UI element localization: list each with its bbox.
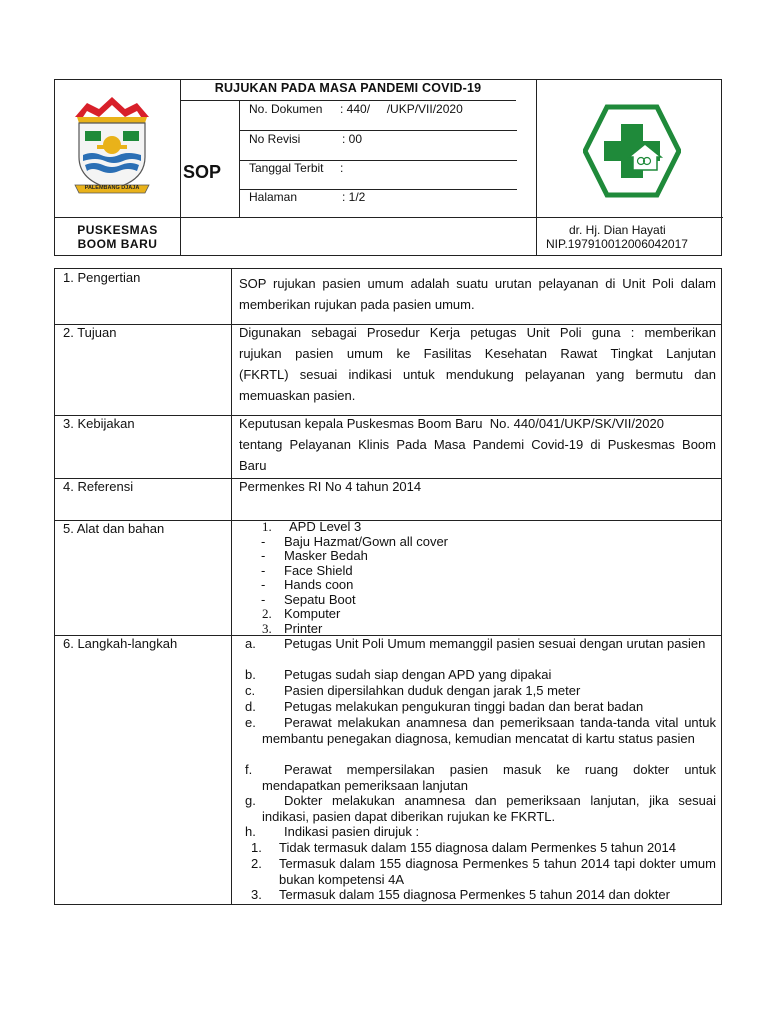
langkah-sub-step-text: Tidak termasuk dalam 155 diagnosa dalam Permenkes 5 tahun 2014 bbox=[279, 840, 676, 855]
langkah-step-marker: c. bbox=[245, 683, 256, 698]
tujuan-line-1: Digunakan sebagai Prosedur Kerja petugas Unit Poli guna : memberikan bbox=[239, 325, 716, 340]
referensi-text: Permenkes RI No 4 tahun 2014 bbox=[239, 479, 422, 494]
langkah-sub-step-text: Termasuk dalam 155 diagnosa Permenkes 5 tahun 2014 dan dokter bbox=[279, 887, 670, 902]
tujuan-line-3: (FKRTL) sesuai indikasi untuk mendukung pelayanan yang bermutu dan bbox=[239, 367, 716, 382]
palembang-emblem-logo bbox=[67, 93, 157, 199]
section-label-pengertian: 1. Pengertian bbox=[63, 270, 141, 285]
langkah-step bbox=[245, 715, 716, 746]
alat-item-marker: - bbox=[261, 591, 266, 607]
alat-item-text: Face Shield bbox=[284, 562, 353, 578]
kebijakan-line-3: Baru bbox=[239, 458, 267, 473]
langkah-step-marker: a. bbox=[245, 636, 256, 651]
langkah-step bbox=[245, 824, 716, 840]
langkah-sub-step bbox=[251, 887, 716, 903]
alat-item-marker: 3. bbox=[262, 620, 272, 636]
field-label-no-revisi: No Revisi bbox=[249, 132, 301, 146]
alat-item-text: Komputer bbox=[284, 606, 341, 621]
langkah-step bbox=[245, 667, 716, 683]
pengertian-line-1: SOP rujukan pasien umum adalah suatu urutan pelayanan di Unit Poli dalam bbox=[239, 276, 716, 291]
section-label-kebijakan: 3. Kebijakan bbox=[63, 416, 135, 431]
langkah-step-marker: g. bbox=[245, 793, 256, 808]
sop-content-table bbox=[54, 268, 722, 905]
tujuan-line-4: memuaskan pasien. bbox=[239, 388, 356, 403]
langkah-sub-step-marker: 1. bbox=[251, 840, 262, 855]
langkah-step-text: Indikasi pasien dirujuk : bbox=[284, 824, 420, 839]
sop-label: SOP bbox=[183, 162, 222, 182]
alat-item-text: Sepatu Boot bbox=[284, 591, 356, 607]
kebijakan-line-2: tentang Pelayanan Klinis Pada Masa Pandemi Covid-19 di Puskesmas Boom bbox=[239, 437, 716, 452]
field-value-no-revisi: : 00 bbox=[342, 132, 363, 146]
org-name-line1: PUSKESMAS bbox=[77, 223, 158, 237]
alat-item-marker: - bbox=[261, 533, 266, 549]
langkah-step bbox=[245, 636, 716, 652]
field-value-tanggal-terbit: : bbox=[340, 161, 344, 175]
field-label-tanggal-terbit: Tanggal Terbit bbox=[249, 161, 324, 175]
alat-item-marker: 1. bbox=[262, 519, 272, 534]
alat-item-marker: - bbox=[261, 577, 266, 592]
langkah-step bbox=[245, 793, 716, 824]
langkah-step-text: Pasien dipersilahkan duduk dengan jarak 1,5 meter bbox=[284, 683, 581, 698]
field-label-halaman: Halaman bbox=[249, 190, 298, 204]
langkah-step-marker: b. bbox=[245, 667, 256, 682]
langkah-step-marker: h. bbox=[245, 824, 256, 839]
langkah-step bbox=[245, 762, 716, 793]
signer-nip: NIP.197910012006042017 bbox=[546, 237, 688, 251]
langkah-step-marker: e. bbox=[245, 715, 256, 730]
field-value-no-dokumen: : 440/ /UKP/VII/2020 bbox=[340, 102, 463, 116]
langkah-step-text: Perawat mempersilakan pasien masuk ke ruang dokter untuk mendapatkan pemeriksaan lanjutan bbox=[262, 762, 716, 793]
alat-item-text: Hands coon bbox=[284, 577, 354, 592]
alat-item-marker: - bbox=[261, 548, 266, 563]
kebijakan-line-1: Keputusan kepala Puskesmas Boom Baru No. 440/041/UKP/SK/VII/2020 bbox=[239, 416, 664, 431]
langkah-step-text: Petugas Unit Poli Umum memanggil pasien sesuai dengan urutan pasien bbox=[284, 636, 706, 651]
section-label-langkah: 6. Langkah-langkah bbox=[63, 636, 178, 651]
langkah-step bbox=[245, 699, 716, 715]
langkah-step-text: Perawat melakukan anamnesa dan pemeriksaan tanda-tanda vital untuk membantu penegakan diagnosa, kemudian mencatat di kartu status pasien bbox=[262, 715, 716, 746]
langkah-sub-step bbox=[251, 840, 716, 856]
langkah-step-marker: f. bbox=[245, 762, 253, 777]
section-label-alat: 5. Alat dan bahan bbox=[63, 521, 165, 536]
field-value-halaman: : 1/2 bbox=[342, 190, 366, 204]
langkah-step bbox=[245, 683, 716, 699]
langkah-step-marker: d. bbox=[245, 699, 256, 714]
emblem-ribbon-text: PALEMBANG DJAJA bbox=[84, 185, 140, 191]
alat-item-text: APD Level 3 bbox=[289, 519, 362, 534]
field-label-no-dokumen: No. Dokumen bbox=[249, 102, 323, 116]
puskesmas-logo bbox=[583, 104, 681, 198]
tujuan-line-2: rujukan pasien umum ke Fasilitas Kesehatan Rawat Tingkat Lanjutan bbox=[239, 346, 716, 361]
org-name-line2: BOOM BARU bbox=[77, 237, 158, 251]
section-label-referensi: 4. Referensi bbox=[63, 479, 134, 494]
alat-item-marker: 2. bbox=[262, 606, 272, 621]
signer-name: dr. Hj. Dian Hayati bbox=[569, 223, 666, 237]
langkah-sub-step-text: Termasuk dalam 155 diagnosa Permenkes 5 tahun 2014 tapi dokter umum bukan kompetensi 4A bbox=[279, 856, 716, 887]
alat-item-text: Masker Bedah bbox=[284, 548, 368, 563]
langkah-sub-step bbox=[251, 856, 716, 887]
document-title: RUJUKAN PADA MASA PANDEMI COVID-19 bbox=[214, 81, 482, 95]
langkah-step-text: Dokter melakukan anamnesa dan pemeriksaan lanjutan, jika sesuai indikasi, pasien dapat diberikan rujukan ke FKRTL. bbox=[262, 793, 716, 824]
langkah-step-text: Petugas sudah siap dengan APD yang dipakai bbox=[284, 667, 552, 682]
alat-item-text: Printer bbox=[284, 620, 323, 636]
pengertian-line-2: memberikan rujukan pada pasien umum. bbox=[239, 297, 475, 312]
alat-item-text: Baju Hazmat/Gown all cover bbox=[284, 533, 449, 549]
header-table bbox=[54, 79, 722, 256]
section-label-tujuan: 2. Tujuan bbox=[63, 325, 117, 340]
alat-item-marker: - bbox=[261, 562, 266, 578]
langkah-sub-step-marker: 2. bbox=[251, 856, 262, 871]
langkah-sub-step-marker: 3. bbox=[251, 887, 262, 902]
langkah-step-text: Petugas melakukan pengukuran tinggi badan dan berat badan bbox=[284, 699, 644, 714]
